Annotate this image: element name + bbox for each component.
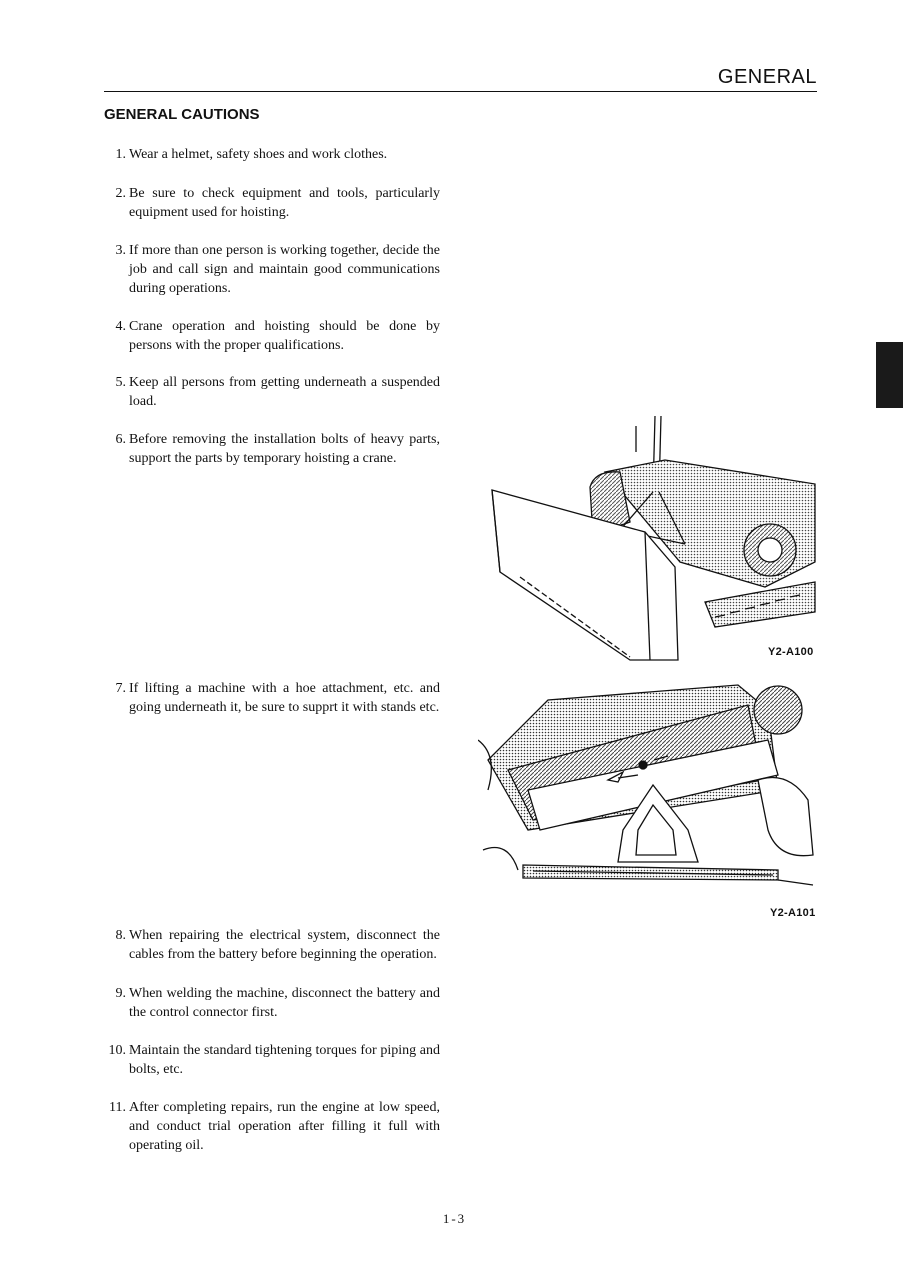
page-number: 1-3	[442, 1211, 467, 1226]
caution-item	[100, 145, 440, 164]
caution-item	[100, 373, 440, 411]
item-text: Be sure to check equipment and tools, particularly equipment used for hoisting.	[129, 186, 440, 220]
caution-item	[100, 184, 440, 222]
caution-item	[100, 317, 440, 355]
section-heading: GENERAL CAUTIONS	[104, 106, 260, 123]
caution-item	[100, 1098, 440, 1155]
item-number: 4.	[115, 319, 126, 334]
item-number: 11.	[109, 1100, 126, 1115]
item-text: When repairing the electrical system, disconnect the cables from the battery before beginning the operation.	[129, 928, 440, 962]
crane-hoisting-illustration	[480, 412, 820, 662]
item-number: 3.	[115, 243, 126, 258]
machine-on-stands-illustration	[478, 680, 818, 902]
item-text: Keep all persons from getting underneath a suspended load.	[129, 375, 440, 409]
caution-item	[100, 679, 440, 717]
caution-item	[100, 926, 440, 964]
item-text: When welding the machine, disconnect the battery and the control connector first.	[129, 986, 440, 1020]
item-number: 10.	[108, 1043, 126, 1058]
caution-item	[100, 430, 440, 468]
item-number: 9.	[115, 986, 126, 1001]
item-number: 5.	[115, 375, 126, 390]
figure-label: Y2-A101	[770, 907, 816, 919]
item-text: Crane operation and hoisting should be done by persons with the proper qualifications.	[129, 319, 440, 353]
item-number: 6.	[115, 432, 126, 447]
item-text: Before removing the installation bolts of heavy parts, support the parts by temporary hoisting a crane.	[129, 432, 440, 466]
header-rule	[104, 91, 817, 92]
item-text: Maintain the standard tightening torques for piping and bolts, etc.	[129, 1043, 440, 1077]
figure-label: Y2-A100	[768, 646, 814, 658]
section-header-title: GENERAL	[717, 66, 817, 88]
chapter-index-tab	[876, 342, 903, 408]
item-text: Wear a helmet, safety shoes and work clothes.	[129, 147, 388, 162]
item-number: 7.	[115, 681, 126, 696]
caution-item	[100, 241, 440, 298]
item-number: 8.	[115, 928, 126, 943]
item-text: If more than one person is working together, decide the job and call sign and maintain good communications during operations.	[129, 243, 440, 296]
item-text: After completing repairs, run the engine at low speed, and conduct trial operation after filling it full with operating oil.	[129, 1100, 440, 1153]
caution-item	[100, 1041, 440, 1079]
caution-item	[100, 984, 440, 1022]
item-number: 1.	[115, 147, 126, 162]
item-text: If lifting a machine with a hoe attachment, etc. and going underneath it, be sure to supprt it with stands etc.	[129, 681, 440, 715]
item-number: 2.	[115, 186, 126, 201]
